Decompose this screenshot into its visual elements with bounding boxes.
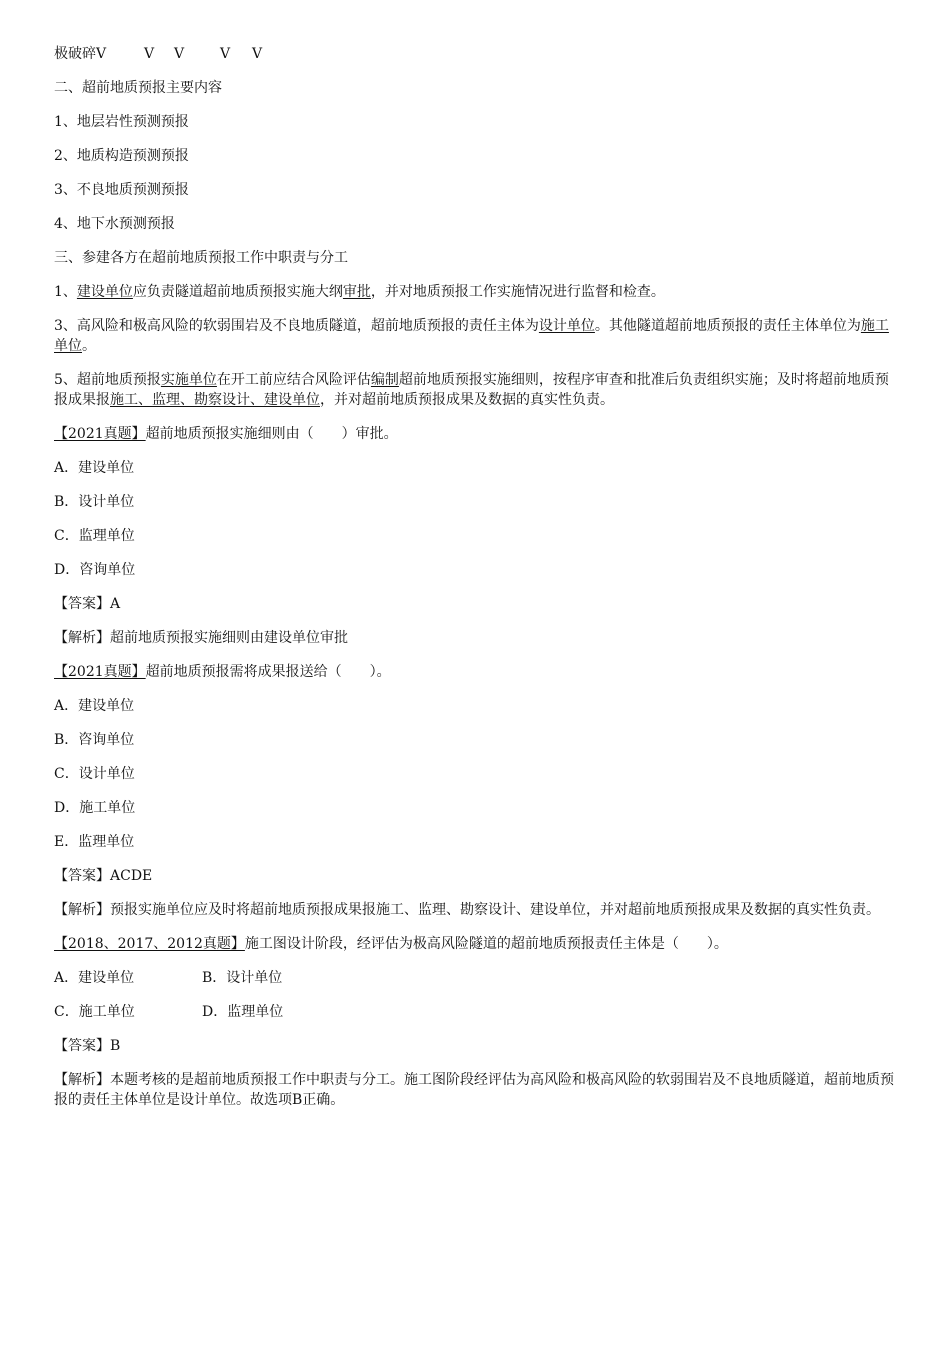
question-stem: 【2018、2017、2012真题】施工图设计阶段，经评估为极高风险隧道的超前地质预报责任主体是（ ）。 — [54, 936, 728, 952]
exam-tag: 【2018、2017、2012真题】 — [54, 936, 245, 952]
list-item: 4、地下水预测预报 — [54, 216, 175, 232]
underlined-term: 设计单位 — [538, 318, 595, 334]
analysis: 【解析】超前地质预报实施细则由建设单位审批 — [54, 630, 348, 646]
list-item: 2、地质构造预测预报 — [54, 148, 189, 164]
duty-paragraph: 1、建设单位应负责隧道超前地质预报实施大纲审批，并对地质预报工作实施情况进行监督和检查。 — [54, 284, 665, 300]
section-heading: 二、超前地质预报主要内容 — [54, 80, 222, 96]
exam-tag: 【2021真题】 — [54, 664, 146, 680]
underlined-term: 建设单位 — [76, 284, 133, 300]
option: B．设计单位 — [54, 494, 135, 510]
option: D．监理单位 — [202, 1004, 284, 1020]
option-row — [54, 968, 900, 988]
option: D．施工单位 — [54, 800, 136, 816]
underlined-term: 施工、监理、勘察设计、建设单位 — [110, 392, 320, 408]
duty-paragraph: 3、高风险和极高风险的软弱围岩及不良地质隧道，超前地质预报的责任主体为设计单位。其他隧道超前地质预报的责任主体单位为施工单位。 — [54, 318, 889, 354]
option: E．监理单位 — [54, 834, 135, 850]
question-stem: 【2021真题】超前地质预报实施细则由（ ）审批。 — [54, 426, 398, 442]
option: C．监理单位 — [54, 528, 135, 544]
underlined-term: 实施单位 — [160, 372, 217, 388]
grade-mark: V — [144, 46, 155, 62]
answer: 【答案】ACDE — [54, 868, 153, 884]
document-page — [54, 44, 900, 1110]
list-item: 1、地层岩性预测预报 — [54, 114, 189, 130]
list-item: 3、不良地质预测预报 — [54, 182, 189, 198]
grade-mark: V — [220, 46, 231, 62]
option: A．建设单位 — [54, 970, 135, 986]
option: B．咨询单位 — [54, 732, 135, 748]
answer: 【答案】B — [54, 1038, 121, 1054]
option: A．建设单位 — [54, 460, 135, 476]
grade-row — [54, 44, 900, 64]
answer: 【答案】A — [54, 596, 121, 612]
option: A．建设单位 — [54, 698, 135, 714]
section-heading: 三、参建各方在超前地质预报工作中职责与分工 — [54, 250, 348, 266]
underlined-term: 施工单位 — [54, 318, 889, 354]
analysis: 【解析】预报实施单位应及时将超前地质预报成果报施工、监理、勘察设计、建设单位，并对超前地质预报成果及数据的真实性负责。 — [54, 902, 880, 918]
underlined-term: 审批 — [342, 284, 371, 300]
exam-tag: 【2021真题】 — [54, 426, 146, 442]
analysis: 【解析】本题考核的是超前地质预报工作中职责与分工。施工图阶段经评估为高风险和极高风险的软弱围岩及不良地质隧道，超前地质预报的责任主体单位是设计单位。故选项B正确。 — [54, 1072, 894, 1108]
option: B．设计单位 — [202, 970, 283, 986]
duty-paragraph: 5、超前地质预报实施单位在开工前应结合风险评估编制超前地质预报实施细则，按程序审查和批准后负责组织实施；及时将超前地质预报成果报施工、监理、勘察设计、建设单位，并对超前地质预报成果及数据的真实性负责。 — [54, 372, 889, 408]
option-row — [54, 1002, 900, 1022]
grade-mark: V — [174, 46, 185, 62]
question-stem: 【2021真题】超前地质预报需将成果报送给（ ）。 — [54, 664, 391, 680]
grade-label: 极破碎V — [54, 46, 107, 62]
option: C．设计单位 — [54, 766, 135, 782]
underlined-term: 编制 — [370, 372, 399, 388]
option: C．施工单位 — [54, 1004, 135, 1020]
option: D．咨询单位 — [54, 562, 136, 578]
grade-mark: V — [252, 46, 263, 62]
